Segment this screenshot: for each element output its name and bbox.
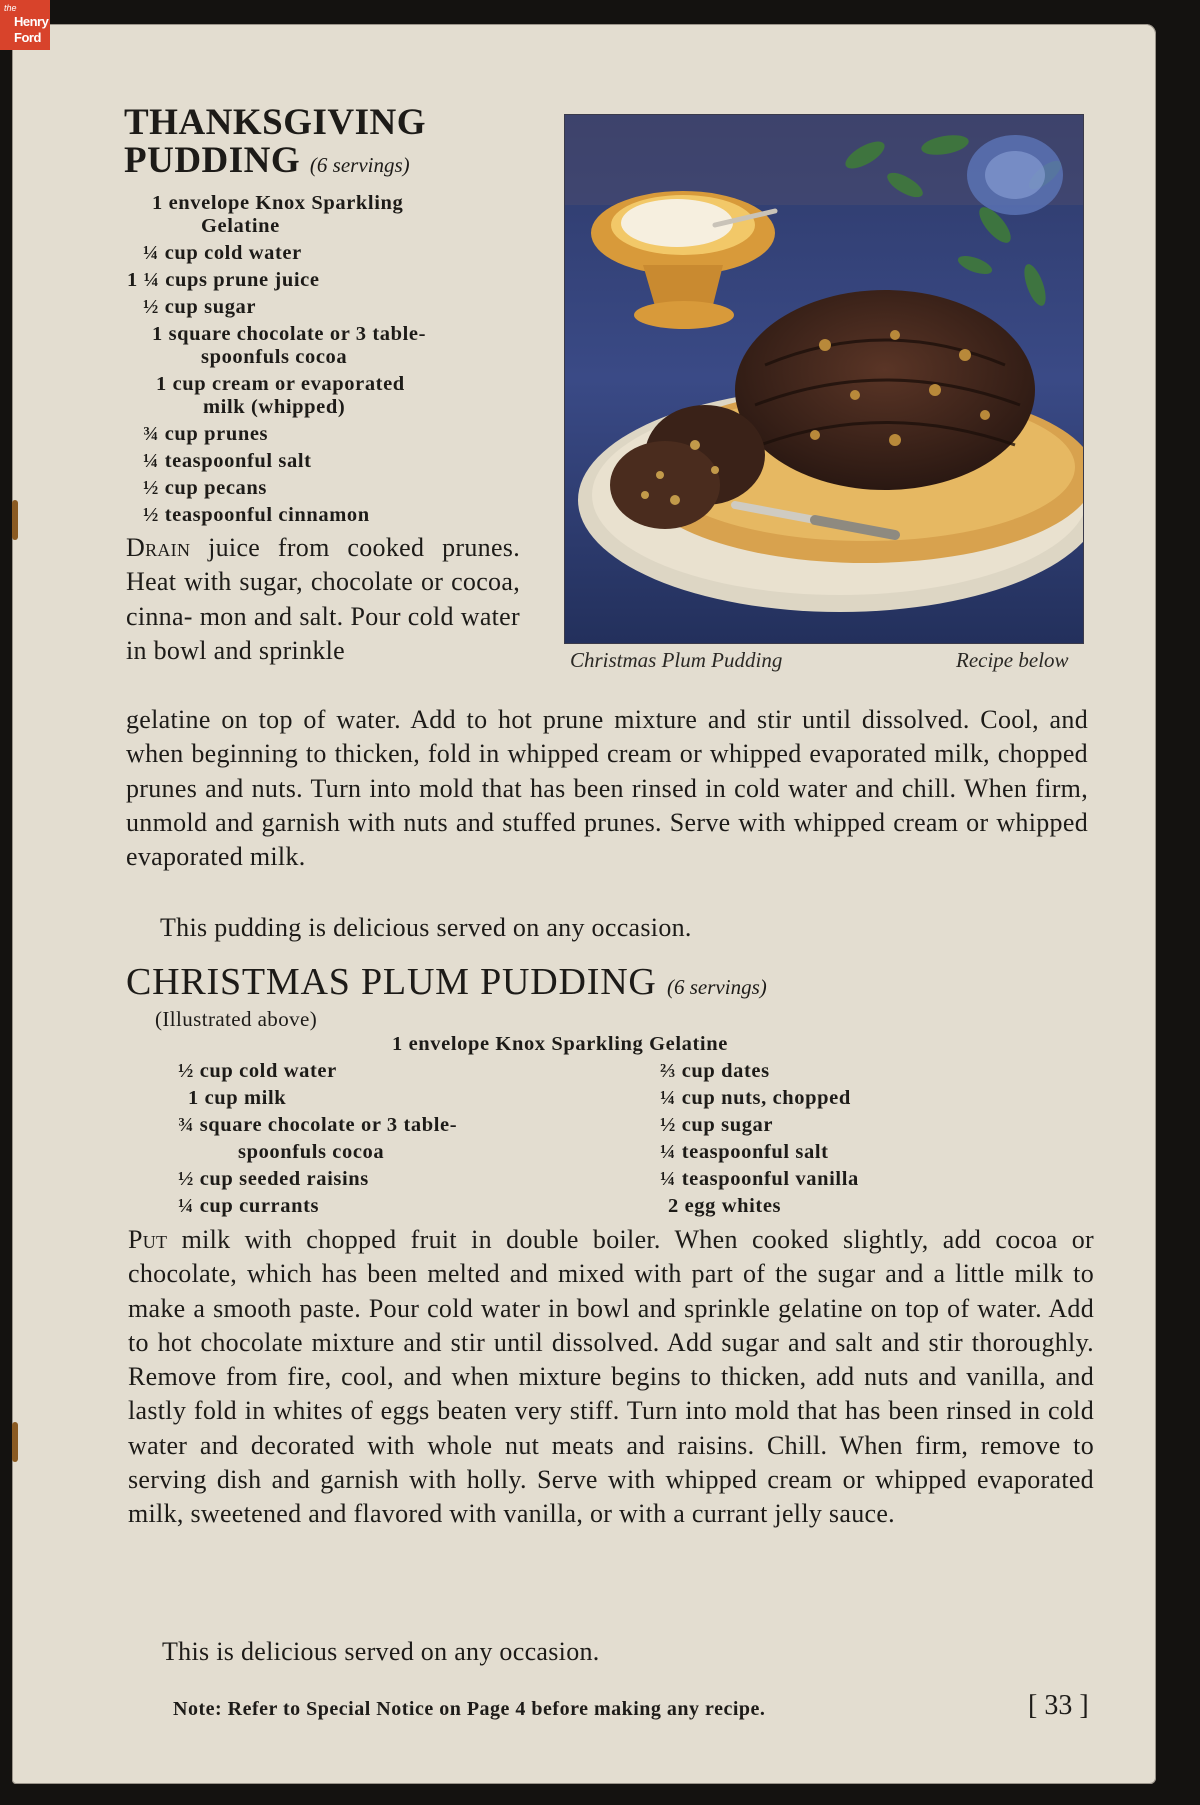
recipe2-method-text: milk with chopped fruit in double boiler. When cooked slightly, add cocoa or chocolate, which has been melted and mixed with part of the sugar and a little milk to make a smooth paste. Pour cold water in bowl and sprinkle gelatine on top of water. Add to hot chocolate mixture and stir until dissolved. Add sugar and salt and stir thoroughly. Remove from fire, cool, and when mixture begins to thicken, add nuts and vanilla, and lastly fold in whites of eggs beaten very stiff. Turn into mold that has been rinsed in cold water and decorated with whole nut meats and raisins. Chill. When firm, remove to serving dish and garnish with holly. Serve with whipped cream or whipped evaporated milk, sweetened and flavored with vanilla, or with a currant jelly sauce. xyxy=(128,1225,1094,1529)
recipe1-ingredient: 1 ¼ cups prune juice xyxy=(127,269,320,291)
recipe1-method-lead: Drain xyxy=(126,533,191,562)
recipe1-ingredient: ¼ teaspoonful salt xyxy=(143,450,312,472)
recipe1-ingredient: ¼ cup cold water xyxy=(143,242,302,264)
recipe2-ingredient-left: ¾ square chocolate or 3 table- xyxy=(178,1114,458,1136)
recipe1-ingredient: ¾ cup prunes xyxy=(143,423,269,445)
recipe1-method-narrow-text: juice from cooked prunes. Heat with sugar, chocolate or cocoa, cinna- mon and salt. Pour cold water in bowl and sprinkle xyxy=(126,533,520,665)
recipe2-ingredient-left: 1 cup milk xyxy=(188,1087,287,1109)
recipe2-gelatine-line: 1 envelope Knox Sparkling Gelatine xyxy=(392,1033,728,1055)
recipe1-method-wide: gelatine on top of water. Add to hot prune mixture and stir until dissolved. Cool, and when beginning to thicken, fold in whipped cream or whipped evaporated milk, chopped prunes and nuts. Turn into mold that has been rinsed in cold water and chill. When firm, unmold and garnish with nuts and stuffed prunes. Serve with whipped cream or whipped evaporated milk. xyxy=(126,705,1088,872)
recipe1-note: This pudding is delicious served on any occasion. xyxy=(160,913,692,942)
recipe2-subtitle: (Illustrated above) xyxy=(155,1007,318,1031)
logo-line-3: Ford xyxy=(14,30,41,45)
logo-line-2: Henry xyxy=(14,14,49,29)
recipe1-ingredient: Gelatine xyxy=(201,215,280,237)
recipe1-servings: (6 servings) xyxy=(309,153,410,177)
recipe2-ingredient-right: ½ cup sugar xyxy=(660,1114,774,1136)
recipe2-ingredient-right: ¼ teaspoonful vanilla xyxy=(660,1168,859,1190)
recipe2-method xyxy=(128,1223,1094,1532)
recipe2-note: This is delicious served on any occasion. xyxy=(162,1637,600,1666)
recipe1-ingredient: 1 cup cream or evaporated xyxy=(156,373,405,395)
recipe2-title-text: CHRISTMAS PLUM PUDDING xyxy=(126,961,657,1003)
recipe1-ingredient: spoonfuls cocoa xyxy=(201,346,348,368)
recipe2-ingredient-right: 2 egg whites xyxy=(668,1195,782,1217)
recipe2-ingredient-right: ⅔ cup dates xyxy=(660,1060,770,1082)
special-notice-footer: Note: Refer to Special Notice on Page 4 before making any recipe. xyxy=(173,1698,766,1720)
recipe2-ingredient-right: ¼ cup nuts, chopped xyxy=(660,1087,851,1109)
recipe1-title-word: PUDDING xyxy=(124,140,301,181)
logo-line-1: the xyxy=(4,3,17,13)
recipe1-ingredient: ½ cup pecans xyxy=(143,477,267,499)
recipe1-ingredient: milk (whipped) xyxy=(203,396,346,418)
christmas-plum-pudding-photo xyxy=(564,114,1084,644)
recipe1-ingredient: 1 square chocolate or 3 table- xyxy=(152,323,427,345)
recipe1-ingredient: 1 envelope Knox Sparkling xyxy=(152,192,404,214)
binding-mark xyxy=(12,1422,18,1462)
recipe2-servings: (6 servings) xyxy=(667,975,767,999)
pudding-illustration xyxy=(565,115,1083,643)
recipe2-ingredient-left: ½ cup cold water xyxy=(178,1060,337,1082)
recipe2-title xyxy=(126,962,767,1007)
recipe1-ingredient: ½ cup sugar xyxy=(143,296,257,318)
recipe2-method-lead: Put xyxy=(128,1225,168,1254)
photo-caption-left: Christmas Plum Pudding xyxy=(570,648,783,672)
page-number: [ 33 ] xyxy=(1028,1690,1089,1721)
binding-mark xyxy=(12,500,18,540)
recipe2-ingredient-left: ¼ cup currants xyxy=(178,1195,320,1217)
photo-caption-right: Recipe below xyxy=(956,648,1069,672)
recipe1-title-line2 xyxy=(124,142,410,184)
recipe2-ingredient-left: ½ cup seeded raisins xyxy=(178,1168,369,1190)
recipe1-title-line1: THANKSGIVING xyxy=(124,102,427,143)
recipe2-ingredient-left: spoonfuls cocoa xyxy=(238,1141,385,1163)
recipe1-ingredient: ½ teaspoonful cinnamon xyxy=(143,504,370,526)
recipe2-ingredient-right: ¼ teaspoonful salt xyxy=(660,1141,829,1163)
recipe1-method-narrow xyxy=(126,531,520,668)
henry-ford-logo xyxy=(0,0,50,50)
